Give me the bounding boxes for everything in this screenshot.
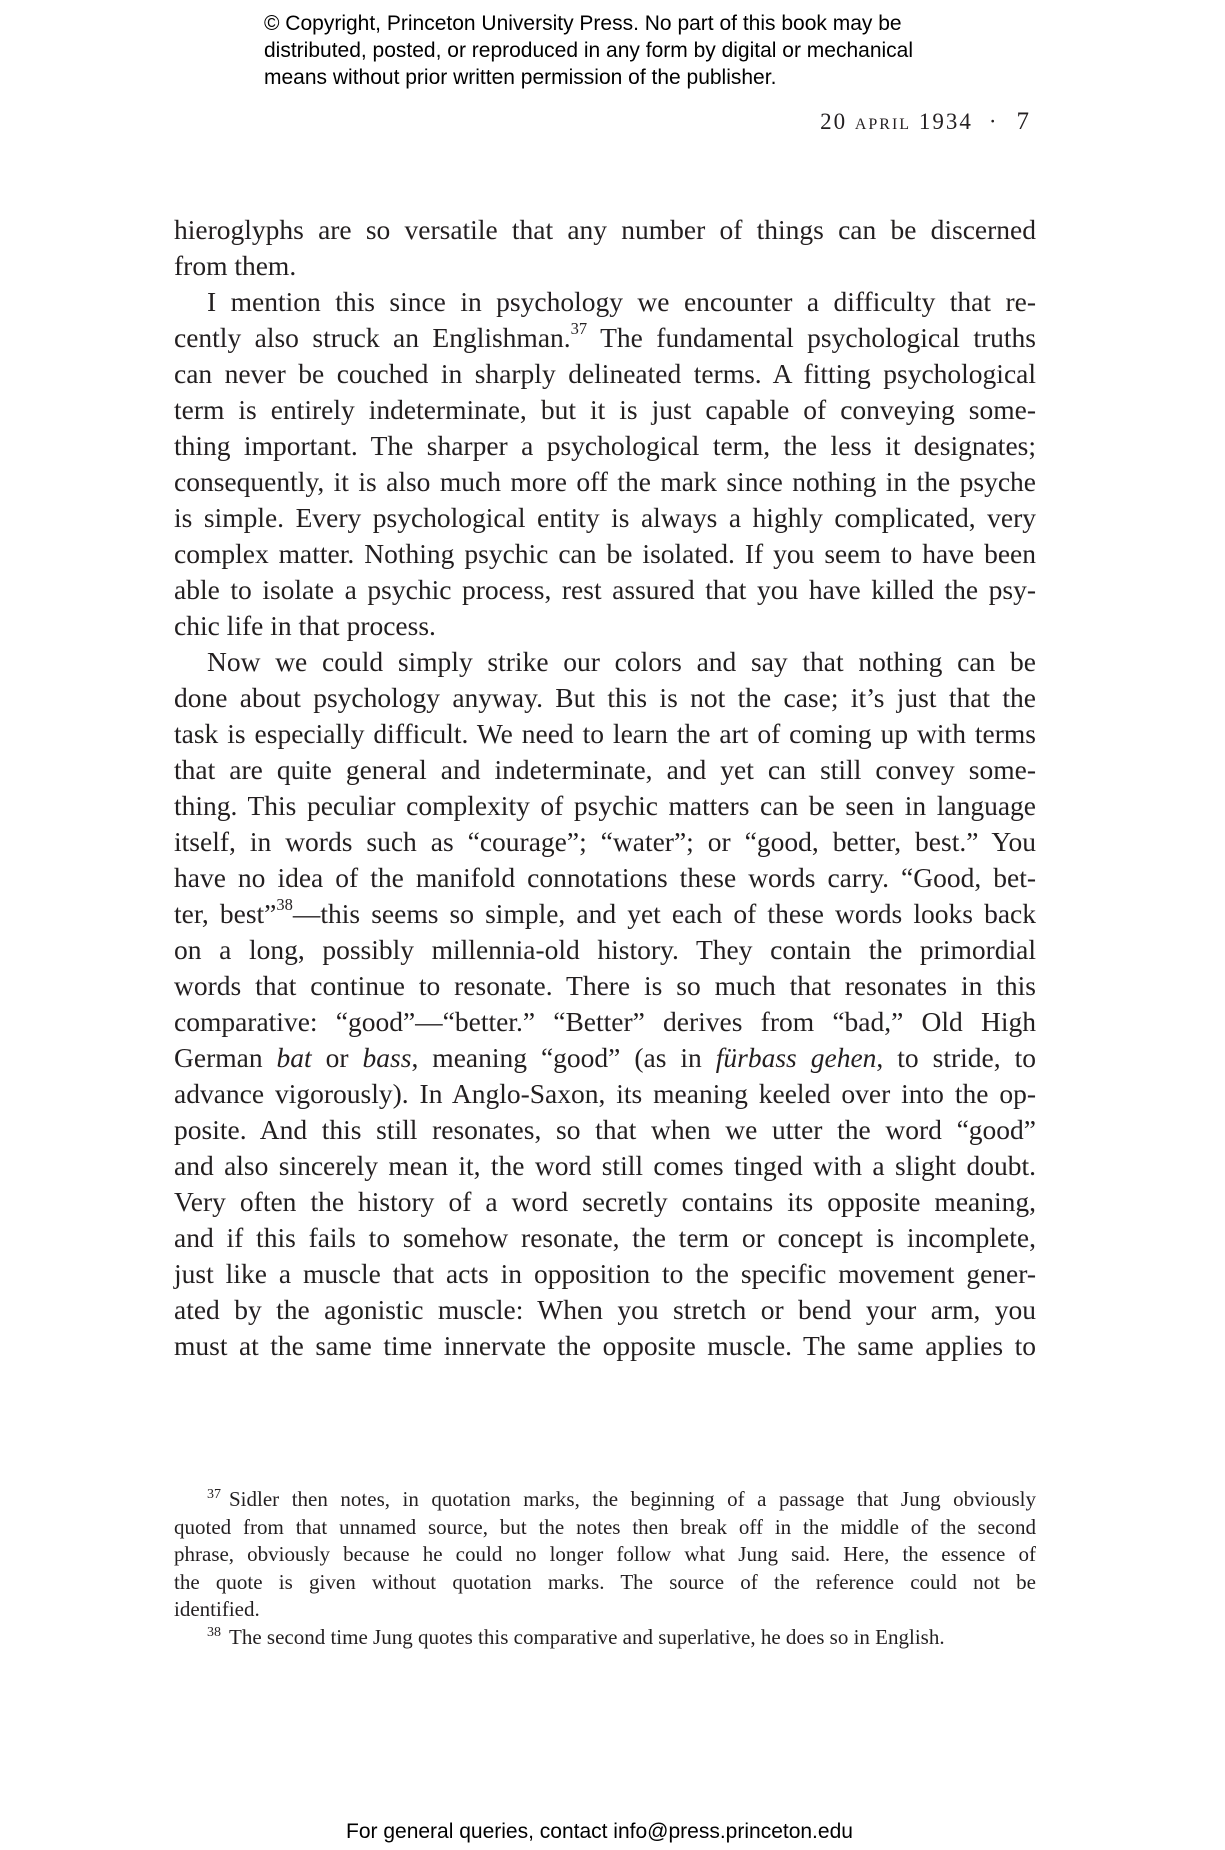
text-line: done about psychology anyway. But this is not the case; it’s just that the <box>174 682 1036 713</box>
copyright-notice <box>264 10 1024 91</box>
text-line: ated by the agonistic muscle: When you stretch or bend your arm, you <box>174 1294 1036 1325</box>
text-line: on a long, possibly millennia-old history. They contain the primordial <box>174 934 1036 965</box>
italic-term: bat <box>276 1042 312 1073</box>
text-line: task is especially difficult. We need to learn the art of coming up with terms <box>174 718 1036 749</box>
text-line: Now we could simply strike our colors and say that nothing can be <box>207 646 1036 677</box>
footnote-38-line <box>174 1624 1036 1652</box>
text-segment: ter, best” <box>174 898 277 929</box>
text-line: Very often the history of a word secretly contains its opposite meaning, <box>174 1186 1036 1217</box>
text-line: from them. <box>174 250 297 281</box>
italic-term: fürbass gehen <box>715 1042 877 1073</box>
text-line: term is entirely indeterminate, but it is just capable of conveying some- <box>174 394 1036 425</box>
running-head <box>820 108 1029 136</box>
footnote-37-line <box>174 1486 1036 1514</box>
text-segment: or <box>311 1042 363 1073</box>
text-segment: , meaning “good” (as in <box>411 1042 716 1073</box>
text-line <box>174 320 1036 356</box>
text-line: is simple. Every psychological entity is always a highly complicated, very <box>174 502 1036 533</box>
footnote-text: Sidler then notes, in quotation marks, the beginning of a passage that Jung obviously <box>229 1487 1036 1511</box>
text-line: words that continue to resonate. There is so much that resonates in this <box>174 970 1036 1001</box>
page-number: 7 <box>1016 108 1029 135</box>
text-line: able to isolate a psychic process, rest assured that you have killed the psy- <box>174 574 1036 605</box>
footnote-37-line: the quote is given without quotation marks. The source of the reference could not be <box>174 1569 1036 1594</box>
text-line: advance vigorously). In Anglo-Saxon, its meaning keeled over into the op- <box>174 1078 1036 1109</box>
text-segment: cently also struck an Englishman. <box>174 322 571 353</box>
footnote-text: The second time Jung quotes this comparative and superlative, he does so in English. <box>229 1624 945 1649</box>
running-head-date: 20 april 1934 <box>820 109 973 134</box>
text-segment: —this seems so simple, and yet each of these words looks back <box>292 898 1036 929</box>
copyright-line: distributed, posted, or reproduced in any form by digital or mechanical <box>264 39 914 62</box>
text-line: just like a muscle that acts in opposition to the specific movement gener- <box>174 1258 1036 1289</box>
running-head-separator: · <box>988 109 999 134</box>
text-line: comparative: “good”—“better.” “Better” derives from “bad,” Old High <box>174 1006 1036 1037</box>
text-line <box>174 896 1036 932</box>
footnote-37-line: quoted from that unnamed source, but the notes then break off in the middle of the second <box>174 1514 1036 1539</box>
text-segment: German <box>174 1042 277 1073</box>
footnote-number-38: 38 <box>207 1624 221 1640</box>
text-line: and also sincerely mean it, the word still comes tinged with a slight doubt. <box>174 1150 1036 1181</box>
text-line: chic life in that process. <box>174 610 436 641</box>
text-line: hieroglyphs are so versatile that any number of things can be discerned <box>174 214 1036 245</box>
text-line <box>174 1040 1036 1076</box>
footnote-number-37: 37 <box>207 1487 221 1502</box>
text-line: thing important. The sharper a psychological term, the less it designates; <box>174 430 1036 461</box>
footnote-ref-37[interactable]: 37 <box>570 319 588 339</box>
copyright-line: means without prior written permission of the publisher. <box>264 66 777 89</box>
text-line: posite. And this still resonates, so that when we utter the word “good” <box>174 1114 1036 1145</box>
contact-footer: For general queries, contact info@press.princeton.edu <box>346 1820 853 1843</box>
footnote-37-line: phrase, obviously because he could no longer follow what Jung said. Here, the essence of <box>174 1542 1036 1566</box>
text-line: itself, in words such as “courage”; “water”; or “good, better, best.” You <box>174 826 1036 857</box>
footnotes <box>174 1486 1036 1651</box>
copyright-line: © Copyright, Princeton University Press. No part of this book may be <box>264 12 902 35</box>
text-line: that are quite general and indeterminate, and yet can still convey some- <box>174 754 1036 785</box>
text-line: thing. This peculiar complexity of psychic matters can be seen in language <box>174 790 1036 821</box>
text-line: complex matter. Nothing psychic can be isolated. If you seem to have been <box>174 538 1036 569</box>
text-line: consequently, it is also much more off the mark since nothing in the psyche <box>174 466 1036 497</box>
footnote-ref-38[interactable]: 38 <box>276 895 293 915</box>
text-line: must at the same time innervate the opposite muscle. The same applies to <box>174 1330 1036 1361</box>
italic-term: bass <box>362 1042 412 1073</box>
text-line: and if this fails to somehow resonate, the term or concept is incomplete, <box>174 1222 1036 1253</box>
text-line: can never be couched in sharply delineated terms. A fitting psychological <box>174 358 1036 389</box>
text-line: have no idea of the manifold connotations these words carry. “Good, bet- <box>174 862 1036 893</box>
text-segment: , to stride, to <box>876 1042 1036 1073</box>
text-line: I mention this since in psychology we encounter a difficulty that re- <box>207 286 1036 317</box>
footnote-37-line: identified. <box>174 1597 260 1621</box>
body-text <box>174 212 1036 1364</box>
text-segment: The fundamental psychological truths <box>587 322 1036 353</box>
